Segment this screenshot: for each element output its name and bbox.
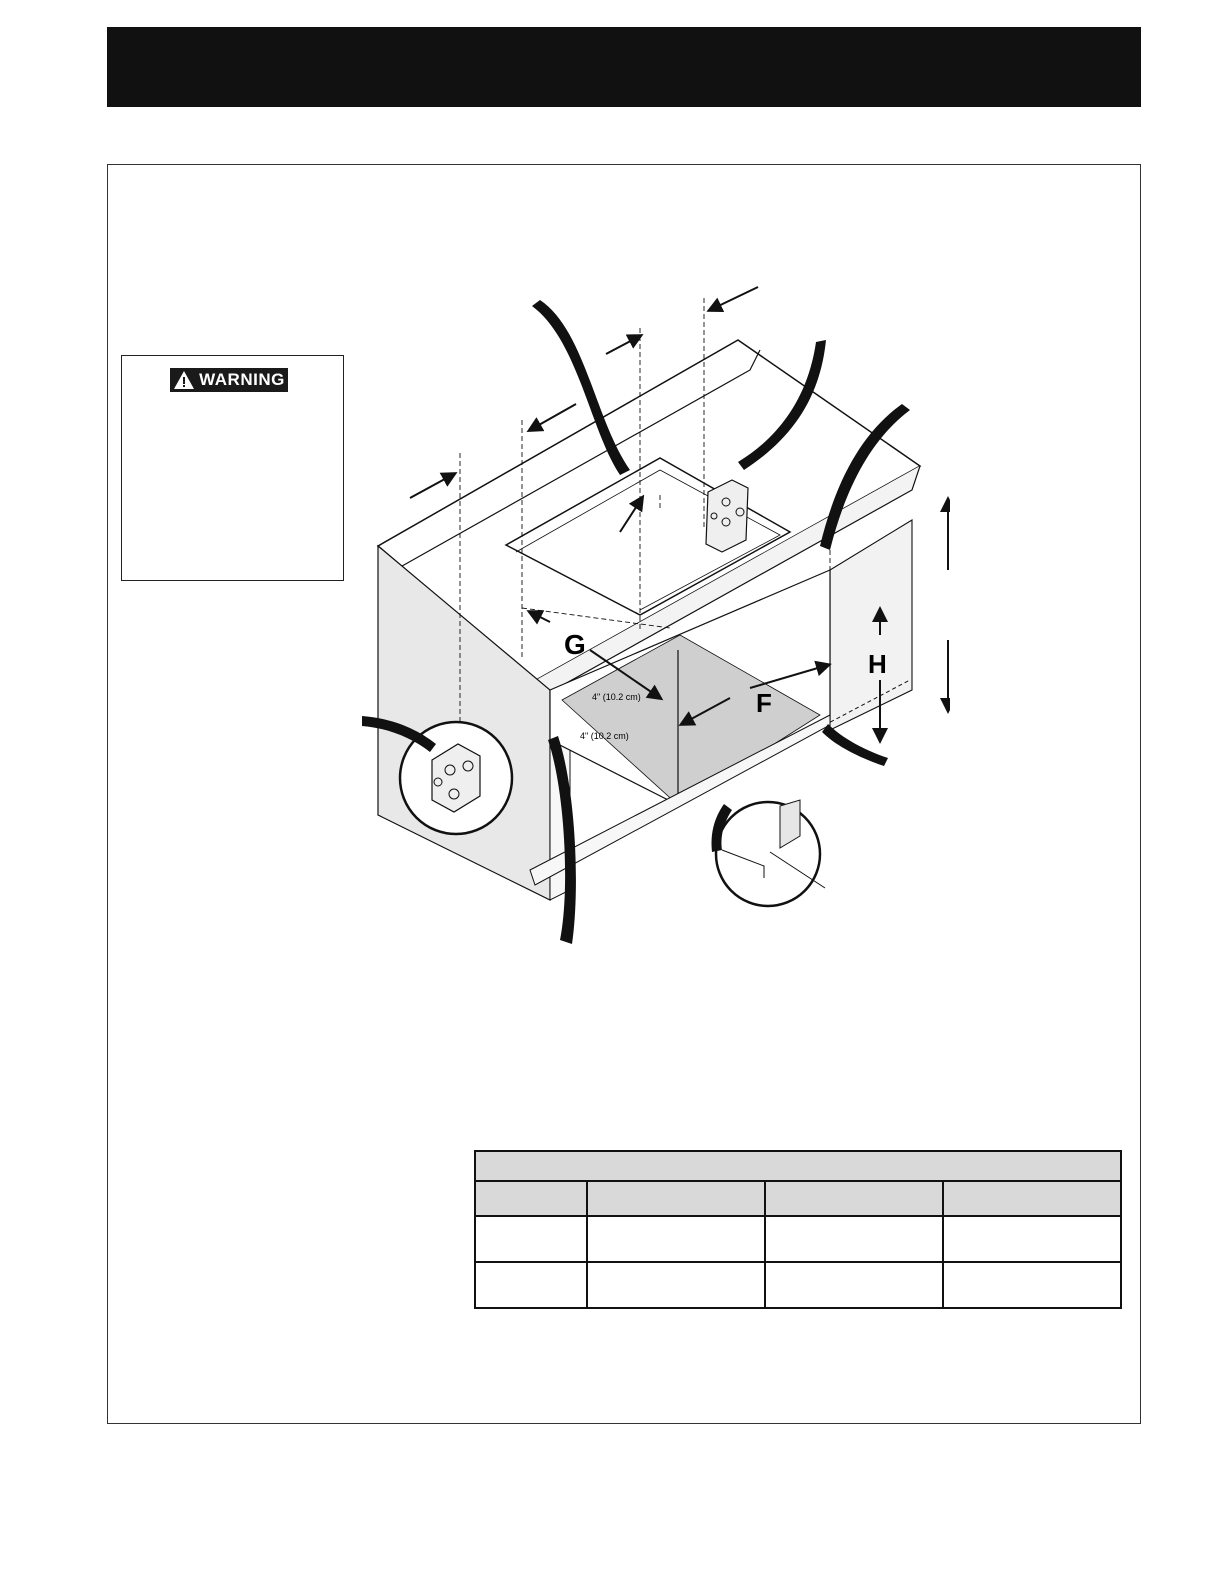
warning-label: WARNING (199, 370, 285, 389)
table-cell (475, 1216, 587, 1262)
junction-box-icon (706, 480, 748, 552)
dimension-f-label: F (756, 688, 772, 718)
table-cell (765, 1216, 943, 1262)
table-cell (943, 1262, 1121, 1308)
header-bar (107, 27, 1141, 107)
dimensions-table (474, 1150, 1122, 1309)
table-header-row (475, 1181, 1121, 1216)
table-header-cell (475, 1181, 587, 1216)
cabinet-right-side (830, 520, 912, 730)
table-title-row (475, 1151, 1121, 1181)
table-title-cell (475, 1151, 1121, 1181)
warning-triangle-icon (173, 370, 195, 390)
warning-box (121, 355, 344, 581)
dimension-h-label: H (868, 649, 887, 679)
offset-top-annotation: 4" (10.2 cm) (592, 692, 641, 702)
installation-diagram (350, 270, 950, 960)
table-cell (765, 1262, 943, 1308)
toe-kick-detail (716, 800, 825, 906)
table-row (475, 1216, 1121, 1262)
dimension-g-label: G (564, 629, 586, 660)
table-header-cell (765, 1181, 943, 1216)
table-cell (475, 1262, 587, 1308)
offset-side-annotation: 4" (10.2 cm) (580, 731, 629, 741)
table-header-cell (943, 1181, 1121, 1216)
table-cell (587, 1262, 765, 1308)
table-cell (587, 1216, 765, 1262)
table-row (475, 1262, 1121, 1308)
table-header-cell (587, 1181, 765, 1216)
warning-badge (170, 368, 288, 392)
table-cell (943, 1216, 1121, 1262)
